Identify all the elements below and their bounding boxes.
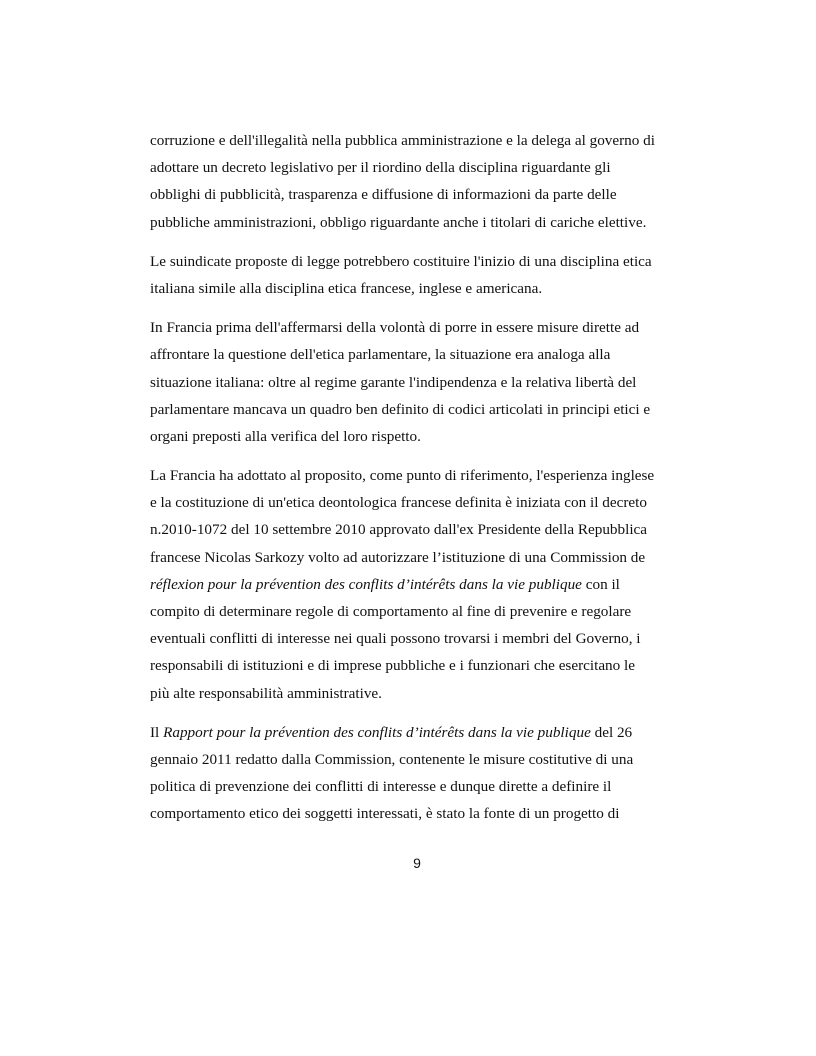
text-segment: situazione italiana: oltre al regime garante l'indipendenza e la relativa libertà del — [150, 373, 637, 391]
italic-text-segment: réflexion pour la prévention des conflits d’intérêts dans la vie publique — [150, 575, 582, 593]
text-line — [150, 275, 688, 302]
text-line — [150, 209, 688, 236]
text-line — [150, 423, 688, 450]
text-segment: pubbliche amministrazioni, obbligo riguardante anche i titolari di cariche elettive. — [150, 213, 647, 231]
text-segment: corruzione e dell'illegalità nella pubblica amministrazione e la delega al governo di — [150, 132, 655, 149]
text-segment: più alte responsabilità amministrative. — [150, 684, 382, 702]
text-segment: La Francia ha adottato al proposito, come punto di riferimento, l'esperienza inglese — [150, 467, 655, 485]
text-line — [150, 773, 688, 800]
paragraph — [150, 314, 688, 450]
text-segment: affrontare la questione dell'etica parlamentare, la situazione era analoga alla — [150, 346, 611, 364]
paragraph — [150, 719, 688, 828]
text-segment: obblighi di pubblicità, trasparenza e diffusione di informazioni da parte delle — [150, 186, 617, 204]
text-line — [150, 462, 688, 489]
text-segment: eventuali conflitti di interesse nei quali possono trovarsi i membri del Governo, i — [150, 630, 641, 648]
text-segment: comportamento etico dei soggetti interessati, è stato la fonte di un progetto di — [150, 805, 620, 823]
text-segment: compito di determinare regole di comportamento al fine di prevenire e regolare — [150, 603, 632, 620]
text-segment: politica di prevenzione dei conflitti di interesse e dunque dirette a definire il — [150, 778, 612, 796]
text-segment: gennaio 2011 redatto dalla Commission, contenente le misure costitutive di una — [150, 750, 634, 768]
text-segment: In Francia prima dell'affermarsi della volontà di porre in essere misure dirette ad — [150, 319, 640, 337]
text-line — [150, 396, 688, 423]
italic-text-segment: Rapport pour la prévention des conflits d’intérêts dans la vie publique — [163, 723, 591, 741]
text-segment: italiana simile alla disciplina etica francese, inglese e americana. — [150, 279, 543, 297]
text-segment: Le suindicate proposte di legge potrebbero costituire l'inizio di una disciplina etica — [150, 252, 652, 270]
paragraph-gap — [150, 302, 688, 314]
text-segment: responsabili di istituzioni e di imprese pubbliche e i funzionari che esercitano le — [150, 657, 636, 675]
text-line — [150, 652, 688, 679]
text-line — [150, 516, 688, 543]
text-line — [150, 341, 688, 368]
text-segment: e la costituzione di un'etica deontologica francese definita è iniziata con il decreto — [150, 494, 647, 512]
page-number: 9 — [413, 855, 421, 871]
text-line — [150, 598, 688, 625]
text-segment: Il — [150, 723, 164, 741]
text-segment: francese Nicolas Sarkozy volto ad autorizzare l’istituzione di una Commission de — [150, 548, 646, 566]
document-body — [150, 127, 688, 828]
paragraph-gap — [150, 450, 688, 462]
text-segment: organi preposti alla verifica del loro rispetto. — [150, 427, 421, 445]
text-segment: con il — [581, 575, 620, 593]
text-line — [150, 571, 688, 598]
text-line — [150, 489, 688, 516]
paragraph-gap — [150, 707, 688, 719]
text-line — [150, 746, 688, 773]
text-segment: n.2010-1072 del 10 settembre 2010 approvato dall'ex Presidente della Repubblica — [150, 521, 648, 539]
paragraph — [150, 248, 688, 302]
text-line — [150, 719, 688, 746]
text-line — [150, 369, 688, 396]
paragraph — [150, 127, 688, 236]
text-segment: del 26 — [590, 723, 633, 741]
text-line — [150, 154, 688, 181]
text-segment: adottare un decreto legislativo per il riordino della disciplina riguardante gli — [150, 159, 611, 177]
text-segment: parlamentare mancava un quadro ben definito di codici articolati in principi etici e — [150, 400, 651, 418]
text-line — [150, 625, 688, 652]
text-line — [150, 181, 688, 208]
text-line — [150, 680, 688, 707]
paragraph — [150, 462, 688, 707]
text-line — [150, 544, 688, 571]
text-line — [150, 800, 688, 827]
text-line — [150, 248, 688, 275]
text-line — [150, 127, 688, 154]
paragraph-gap — [150, 236, 688, 248]
text-line — [150, 314, 688, 341]
